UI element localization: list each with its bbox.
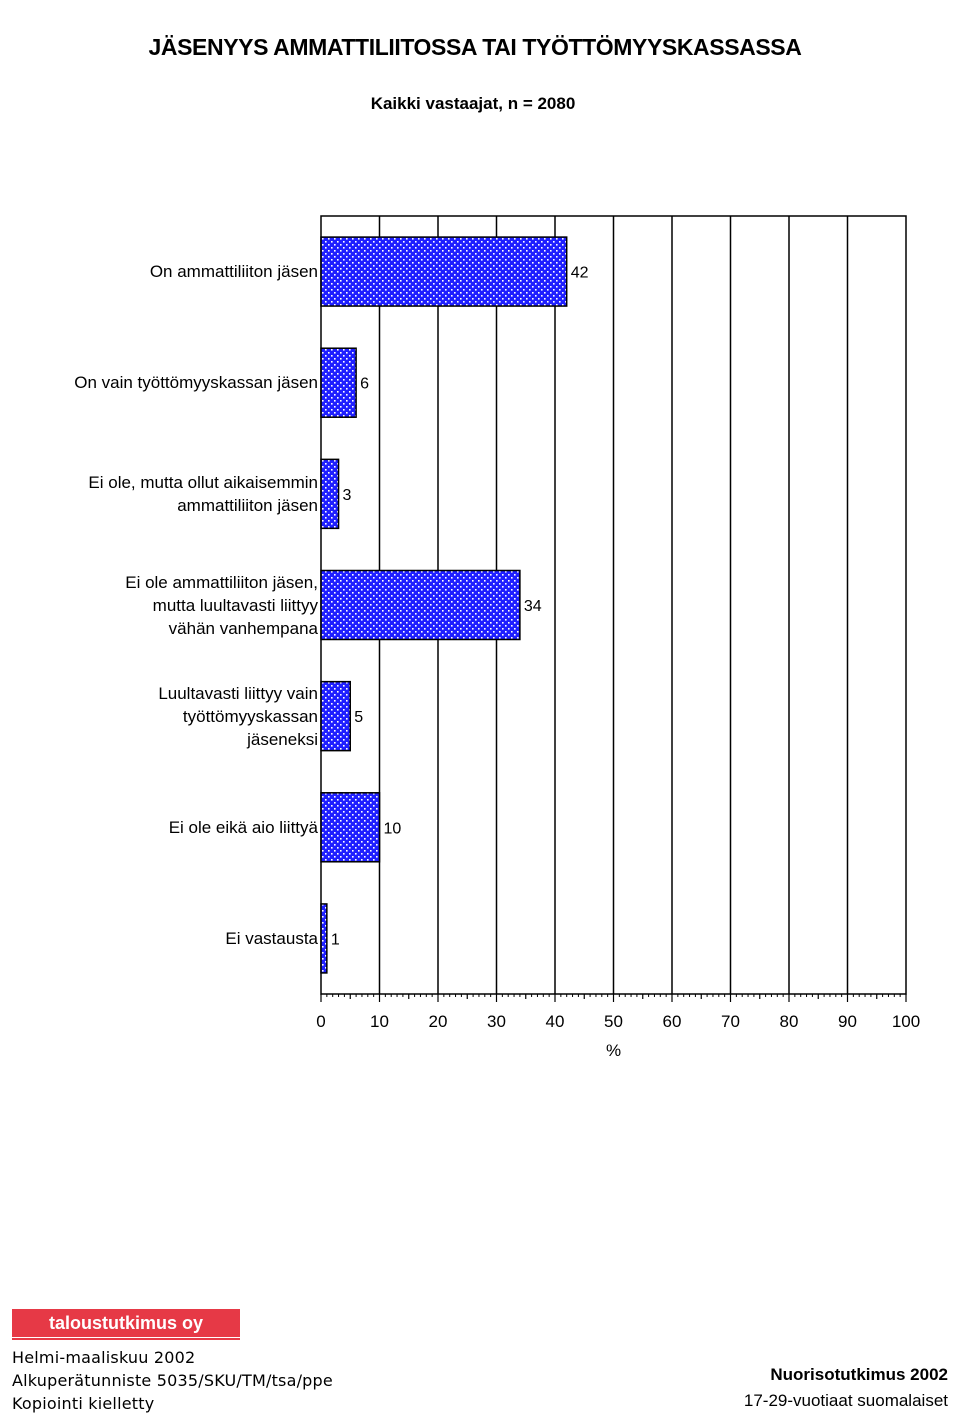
tick-label: 60 — [662, 1012, 682, 1031]
category-label-line: On vain työttömyyskassan jäsen — [74, 373, 318, 393]
tick-label: 40 — [545, 1012, 565, 1031]
tick-label: 0 — [316, 1012, 326, 1031]
category-label — [0, 260, 318, 283]
tick-label: 30 — [487, 1012, 506, 1031]
tick-label: 10 — [370, 1012, 389, 1031]
category-label-line: Ei ole, mutta ollut aikaisemmin — [88, 472, 318, 492]
bar — [321, 348, 356, 417]
footer-left — [12, 1346, 333, 1415]
category-label-line: vähän vanhempana — [168, 618, 318, 638]
bar — [321, 459, 339, 528]
category-label-line: On ammattiliiton jäsen — [149, 262, 318, 282]
category-label-line: Ei vastausta — [225, 928, 318, 948]
category-label — [0, 571, 318, 640]
category-label-line: työttömyyskassan — [182, 706, 318, 726]
data-label: 5 — [354, 709, 364, 727]
tick-label: 70 — [721, 1012, 740, 1031]
data-label: 3 — [342, 486, 352, 504]
category-label — [0, 927, 318, 950]
bar — [321, 682, 350, 751]
footer-right — [744, 1362, 948, 1414]
tick-label: 80 — [779, 1012, 799, 1031]
category-label-line: jäseneksi — [247, 729, 318, 749]
footer-copyright: Kopiointi kielletty — [12, 1394, 155, 1413]
footer-reference: Alkuperätunniste 5035/SKU/TM/tsa/ppe — [12, 1371, 333, 1390]
footer-population: 17-29-vuotiaat suomalaiset — [743, 1391, 948, 1410]
logo-underline — [12, 1338, 240, 1340]
tick-label: 100 — [891, 1012, 921, 1031]
bar — [321, 237, 567, 306]
chart-subtitle: Kaikki vastaajat, n = 2080 — [370, 94, 576, 113]
bar — [321, 904, 327, 973]
footer-study-name: Nuorisotutkimus 2002 — [770, 1365, 948, 1384]
tick-label: 50 — [604, 1012, 623, 1031]
data-label: 10 — [383, 820, 402, 838]
category-label-line: Luultavasti liittyy vain — [158, 683, 318, 703]
category-label-line: Ei ole ammattiliiton jäsen, — [125, 572, 318, 592]
data-label: 42 — [570, 264, 589, 282]
tick-label: 90 — [838, 1012, 857, 1031]
category-label-line: mutta luultavasti liittyy — [152, 595, 318, 615]
footer-date: Helmi-maaliskuu 2002 — [12, 1348, 196, 1367]
category-label — [0, 682, 318, 751]
bar — [321, 571, 520, 640]
bar — [321, 793, 380, 862]
chart-title: JÄSENYYS AMMATTILIITOSSA TAI TYÖTTÖMYYSKASSASSA — [148, 34, 802, 60]
category-label — [0, 371, 318, 394]
company-logo: taloustutkimus oy — [12, 1309, 240, 1337]
category-label — [0, 816, 318, 839]
data-label: 6 — [360, 375, 370, 393]
category-label-line: Ei ole eikä aio liittyä — [168, 817, 318, 837]
tick-label: 20 — [428, 1012, 448, 1031]
category-label-line: ammattiliiton jäsen — [177, 495, 318, 515]
category-label — [0, 471, 318, 517]
data-label: 34 — [523, 598, 542, 615]
x-axis-label: % — [605, 1041, 622, 1060]
data-label: 1 — [330, 931, 340, 949]
